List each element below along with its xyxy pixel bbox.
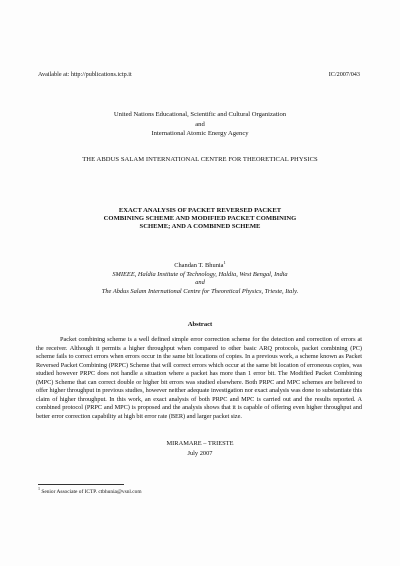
- title-line-2: COMBINING SCHEME AND MODIFIED PACKET COMBINING: [103, 215, 297, 223]
- title-line-3: SCHEME; AND A COMBINED SCHEME: [139, 223, 261, 231]
- page-header: [38, 71, 360, 78]
- availability-line: Available at: http://publications.ictp.it: [38, 71, 132, 78]
- paper-title: [60, 207, 340, 232]
- author-affiliation-and: and: [195, 279, 205, 287]
- organization-line-2: and: [195, 120, 205, 128]
- place-date-block: [40, 439, 360, 459]
- footnote: [38, 486, 142, 495]
- place-date: July 2007: [187, 450, 213, 458]
- centre-name: THE ABDUS SALAM INTERNATIONAL CENTRE FOR THEORETICAL PHYSICS: [82, 156, 318, 163]
- author-affiliation-2: The Abdus Salam International Centre for Theoretical Physics, Trieste, Italy.: [101, 287, 299, 295]
- abstract-text: Packet combining scheme is a well defined simple error correction scheme for the detection and correction of errors at the receiver. Although it permits a higher throughput when compared to other basic ARQ protocols, packet combining (PC) scheme fails to correct errors when errors occur in the same bit locations of copies. In a previous work, a scheme known as Packet Reversed Packet Combining (PRPC) Scheme that will correct errors which occur at the same bit location of erroneous copies, was studied however PRPC does not handle a situation where a packet has more than 1 error bit. The Modified Packet Combining (MPC) Scheme that can correct double or higher bit errors was studied elsewhere. Both PRPC and MPC schemes are believed to offer higher throughput in previous studies, however neither adequate investigation nor exact analysis was done to substantiate this claim of higher throughput. In this work, an exact analysis of both PRPC and MPC is carried out and the results reported. A combined protocol (PRPC and MPC) is proposed and the analysis shows that it is capable of offering even higher throughput and better error correction capability at high bit error rate (BER) and larger packet size.: [36, 336, 362, 420]
- report-number: IC/2007/043: [328, 71, 360, 78]
- author-footnote-mark: 1: [223, 259, 226, 265]
- title-line-1: EXACT ANALYSIS OF PACKET REVERSED PACKET: [118, 207, 282, 214]
- author-block: [40, 259, 360, 296]
- author-name-line: [40, 259, 360, 271]
- organization-block: [40, 110, 360, 139]
- organization-line-1: United Nations Educational, Scientific and Cultural Organization: [113, 111, 287, 118]
- abstract-heading: Abstract: [187, 321, 213, 328]
- place-location: MIRAMARE – TRIESTE: [166, 440, 234, 447]
- footnote-mark: 1: [38, 486, 40, 492]
- author-affiliation-1: SMIEEE, Haldia Institute of Technology, Haldia, West Bengal, India: [112, 270, 288, 278]
- footnote-text: Senior Associate of ICTP. ctbhunia@vsnl.com: [40, 489, 142, 495]
- organization-line-3: International Atomic Energy Agency: [151, 130, 249, 138]
- author-name: Chandan T. Bhunia: [174, 262, 224, 269]
- footnote-rule: [38, 484, 124, 485]
